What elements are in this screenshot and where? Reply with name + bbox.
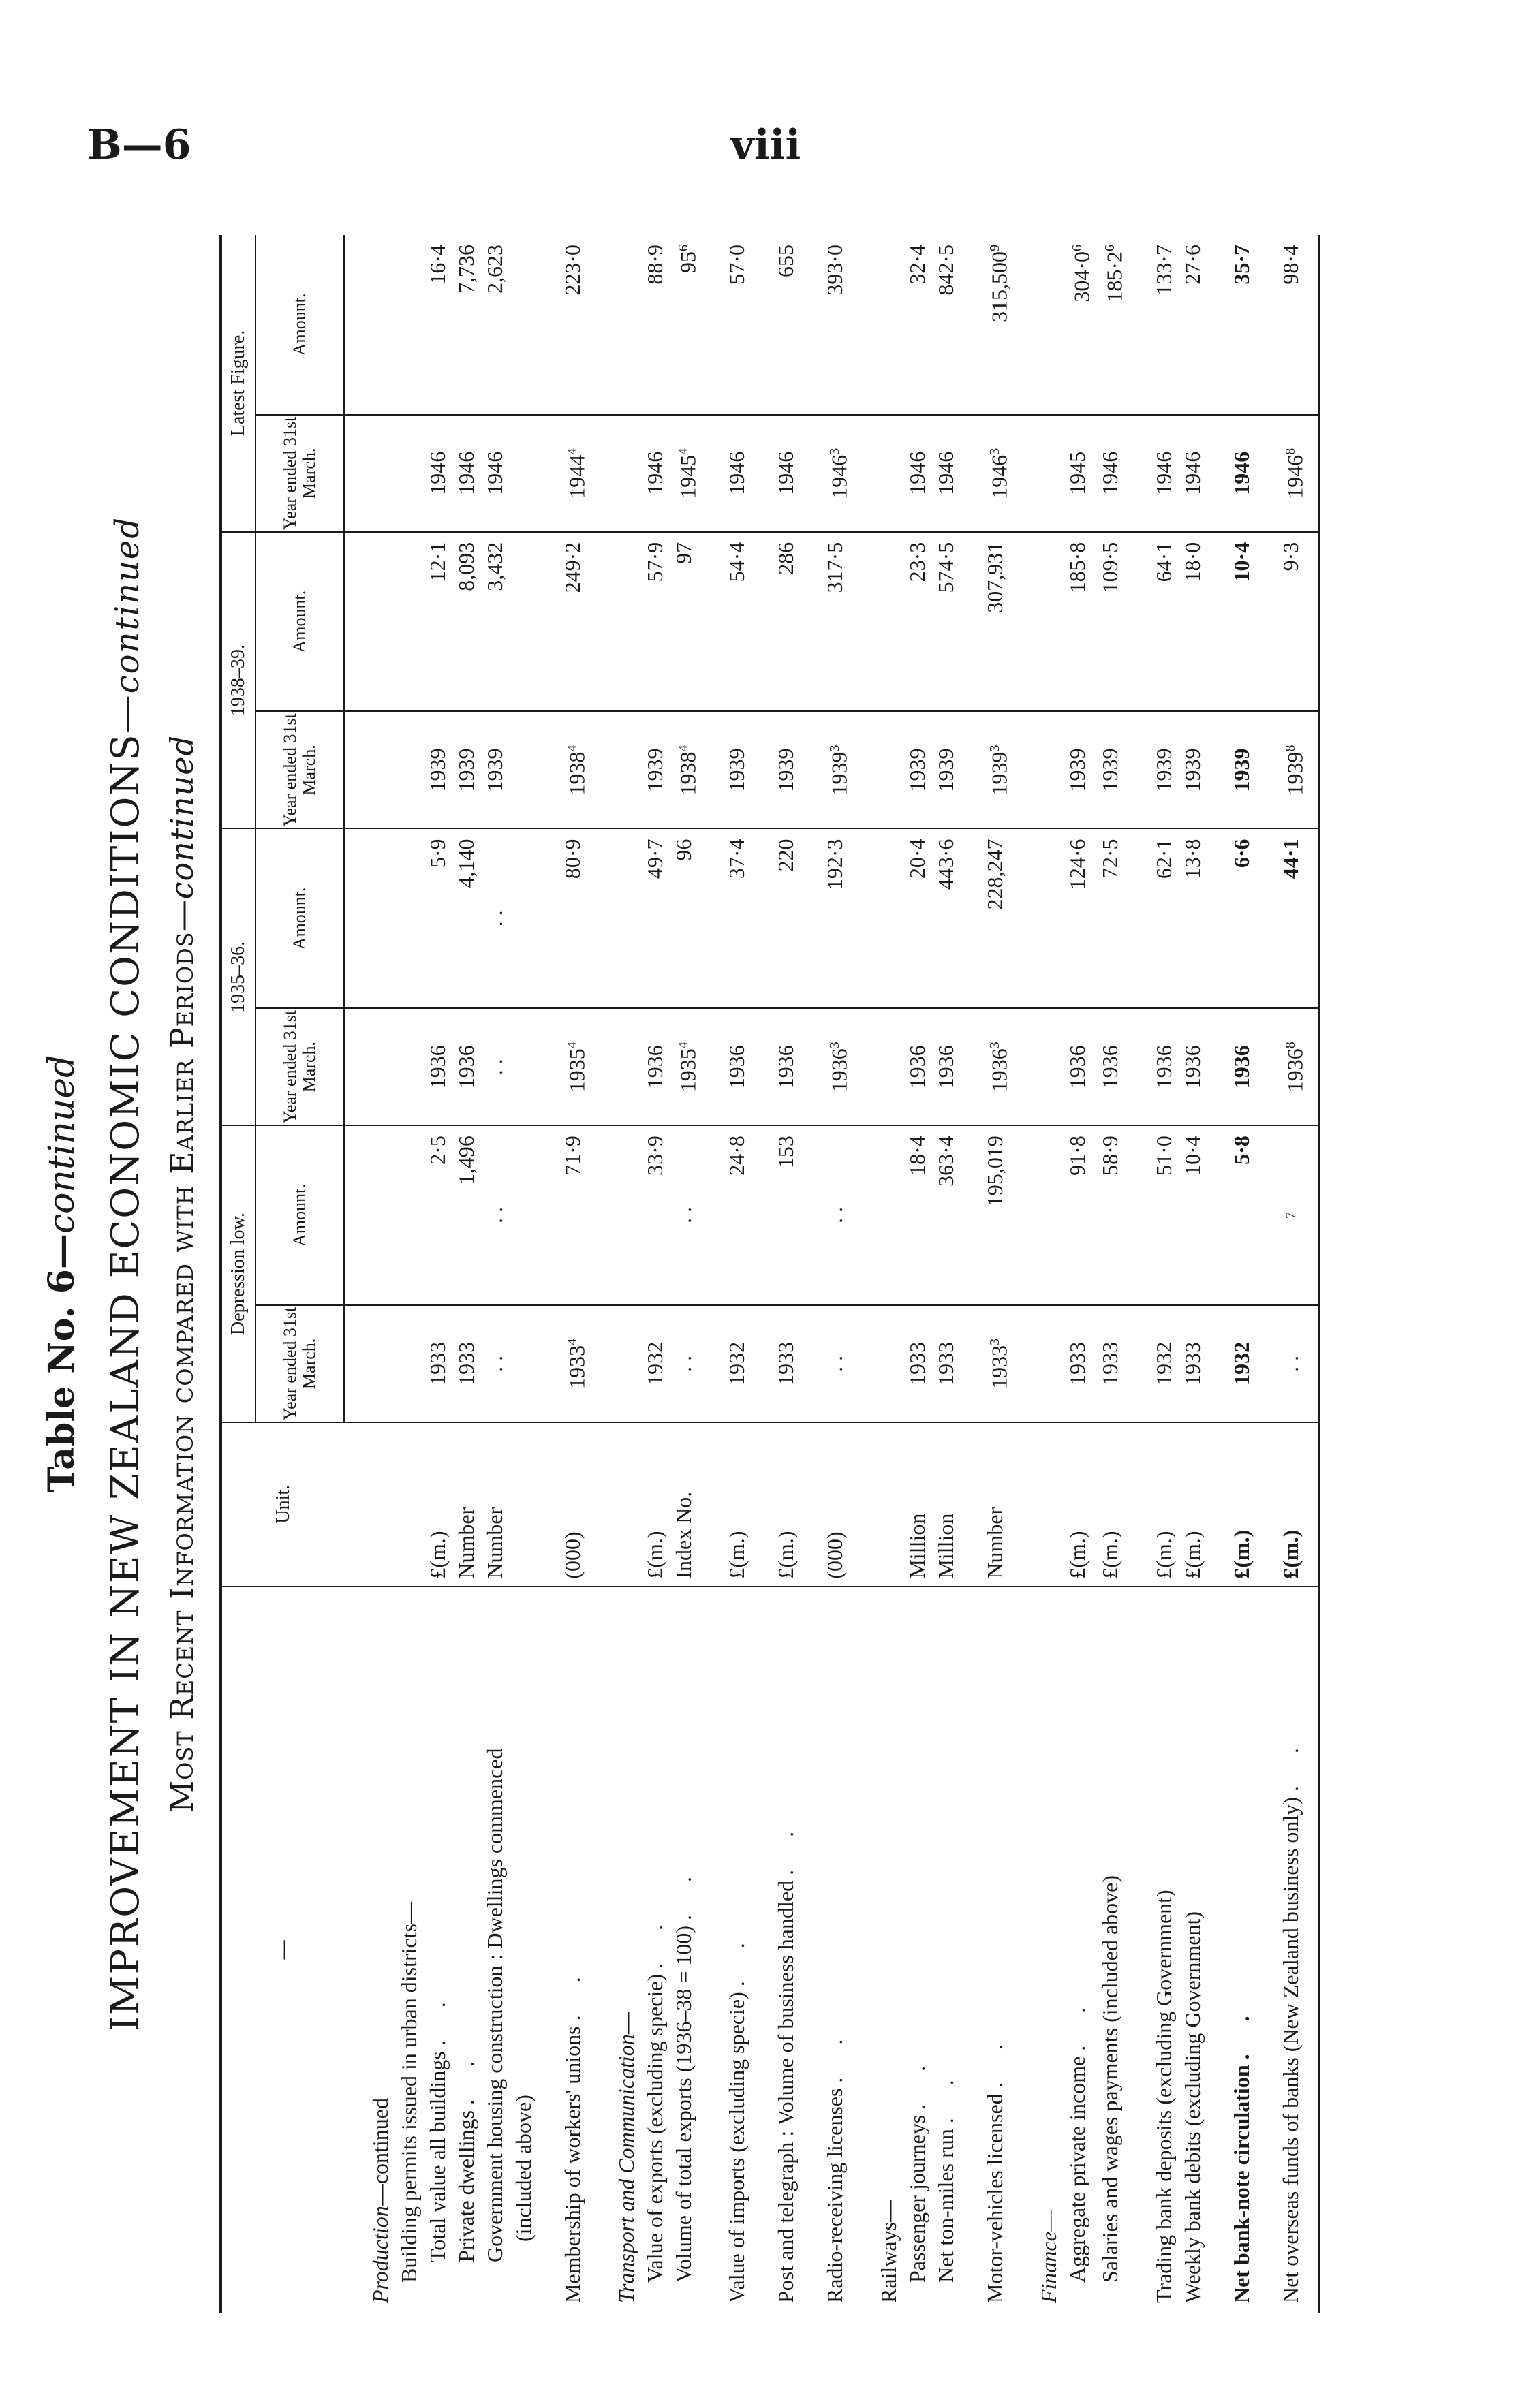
section-transport: Transport and Communication— [612, 235, 640, 2313]
section-railways: Railways— [874, 235, 903, 2313]
table-subtitle: Most Recent Information compared with Earlier Periods—continued [164, 735, 200, 1813]
table-row: Net ton-miles run . . Million 1933 363·4 1936 443·6 1939 574·5 1946 842·5 [931, 235, 960, 2313]
table-row: Passenger journeys . . Million 1933 18·4 1936 20·4 1939 23·3 1946 32·4 [903, 235, 931, 2313]
header-year-ended: Year ended 31st March. [255, 1008, 345, 1125]
section-finance: Finance— [1034, 235, 1063, 2313]
table-row: Net bank-note circulation . . £(m.) 1932 5·8 1936 6·6 1939 10·4 1946 35·7 [1227, 235, 1256, 2313]
header-latest-figure: Latest Figure. [221, 235, 255, 532]
table-row: Value of imports (excluding specie) . . £(m.) 1932 24·8 1936 37·4 1939 54·4 1946 57·0 [722, 235, 751, 2313]
table-row: Aggregate private income . . £(m.) 1933 91·8 1936 124·6 1939 185·8 1945 $304\cdot 0^6$ [1063, 235, 1096, 2313]
table-row: Net overseas funds of banks (New Zealand business only) . . £(m.) . . $^7$ 1936$^8$ 44·1 1939$^8$ 9·3 1946$^8$ 98·4 [1276, 235, 1319, 2313]
table-row: Weekly bank debits (excluding Government) £(m.) 1933 10·4 1936 13·8 1939 18·0 1946 27·6 [1178, 235, 1207, 2313]
table-number: Table No. 6—continued [41, 1054, 82, 1493]
header-amount: Amount. [255, 235, 345, 415]
section-building-permits: Building permits issued in urban districts— [394, 235, 423, 2313]
header-year-ended: Year ended 31st March. [255, 415, 345, 532]
header-amount: Amount. [255, 1125, 345, 1305]
header-year-ended: Year ended 31st March. [255, 1305, 345, 1422]
header-amount: Amount. [255, 828, 345, 1008]
header-item: — [221, 1586, 345, 2313]
header-unit: Unit. [221, 1422, 345, 1586]
table-row: Motor-vehicles licensed . . Number 1933$^3$ 195,019 1936$^3$ 228,247 1939$^3$ 307,931 1946$^3$ 315,500$^9$ [980, 235, 1014, 2313]
table-row: Value of exports (excluding specie) . . £(m.) 1932 33·9 1936 49·7 1939 57·9 1946 88·9 [640, 235, 669, 2313]
table-row: Trading bank deposits (excluding Government) £(m.) 1932 51·0 1936 62·1 1939 64·1 1946 133·7 [1149, 235, 1178, 2313]
table-row: Total value all buildings . . £(m.) 1933 2·5 1936 5·9 1939 12·1 1946 16·4 [423, 235, 452, 2313]
page-identifier: B—6 [87, 121, 191, 169]
table-row: Government housing construction : Dwellings commenced (included above) Number . . . . . . . . 1939 3,432 1946 2,623 [480, 235, 538, 2313]
table-row: Volume of total exports (1936–38 = 100) . . Index No. . . . . 1935$^4$ 96 1938$^4$ 97 1945$^4$ $95^6$ [669, 235, 702, 2313]
economic-conditions-table [219, 235, 1320, 2313]
table-row: Salaries and wages payments (included above) £(m.) 1933 58·9 1936 72·5 1939 109·5 1946 $185\cdot 2^6$ [1096, 235, 1129, 2313]
header-1935-36: 1935–36. [221, 828, 255, 1125]
table-row: Membership of workers' unions . . (000) 1933$^4$ 71·9 1935$^4$ 80·9 1938$^4$ 249·2 1944$^4$ 223·0 [558, 235, 591, 2313]
header-amount: Amount. [255, 532, 345, 712]
table-row: Post and telegraph : Volume of business handled . . £(m.) 1933 153 1936 220 1939 286 1946 655 [771, 235, 800, 2313]
header-year-ended: Year ended 31st March. [255, 711, 345, 828]
rotated-table-region [41, 235, 1404, 2313]
page-number: viii [730, 121, 801, 169]
table-row: Private dwellings . . Number 1933 1,496 1936 4,140 1939 8,093 1946 7,736 [452, 235, 480, 2313]
section-production: Production—continued [366, 235, 394, 2313]
header-depression-low: Depression low. [221, 1125, 255, 1422]
table-title: IMPROVEMENT IN NEW ZEALAND ECONOMIC CONDITIONS—continued [104, 516, 148, 2032]
table-row: Radio-receiving licenses . . (000) . . . . 1936$^3$ 192·3 1939$^3$ 317·5 1946$^3$ 393·0 [820, 235, 854, 2313]
header-1938-39: 1938–39. [221, 532, 255, 829]
